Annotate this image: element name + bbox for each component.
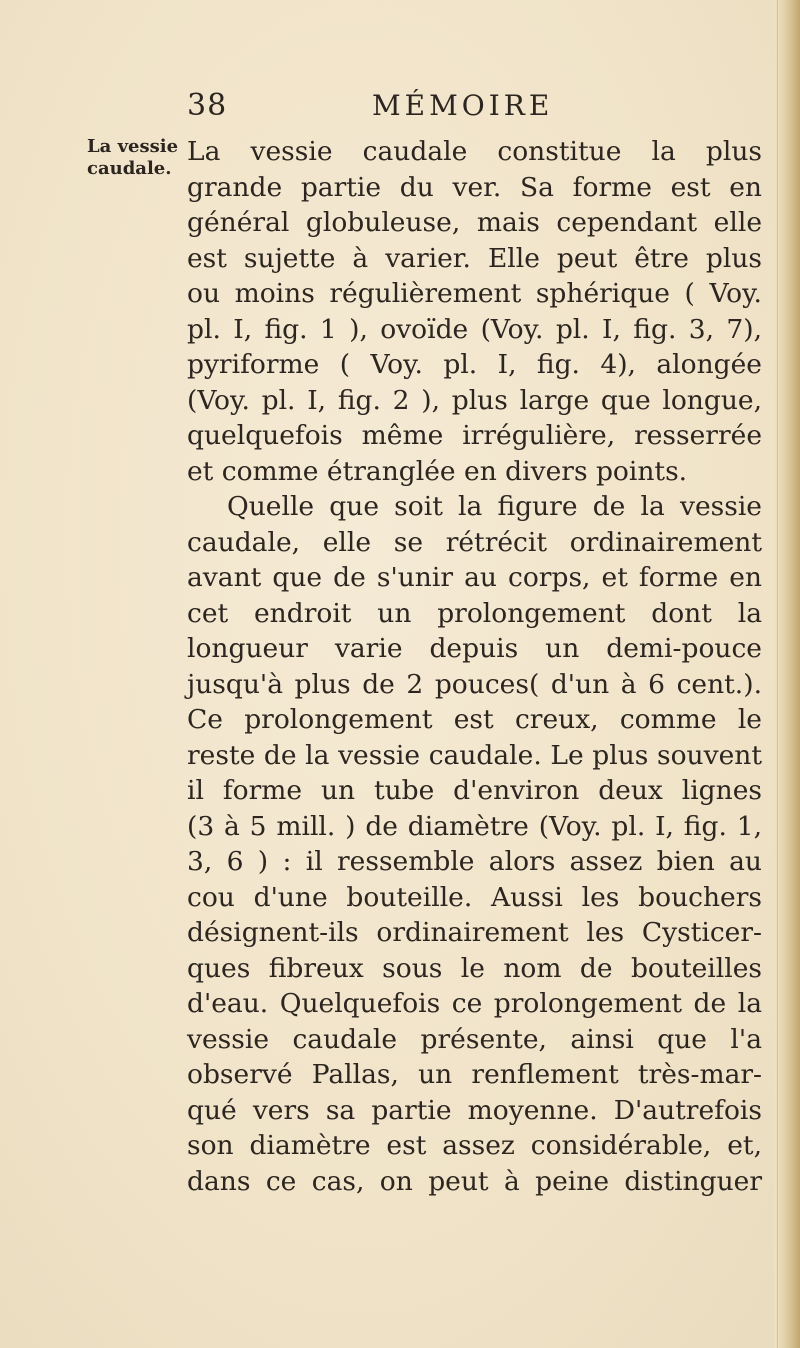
text-line: désignent-ils ordinairement les Cysticer- (187, 917, 762, 948)
body-text (187, 134, 762, 1199)
text-line: (3 à 5 mill. ) de diamètre (Voy. pl. I, fig. 1, (187, 810, 762, 842)
text-line: et comme étranglée en divers points. (187, 455, 688, 487)
text-line: 3, 6 ) : il ressemble alors assez bien au (187, 846, 762, 877)
text-line: jusqu'à plus de 2 pouces( d'un à 6 cent.). (187, 668, 762, 700)
text-line: Ce prolongement est creux, comme le (187, 704, 762, 735)
text-line: Quelle que soit la figure de la vessie (227, 491, 762, 522)
text-line: reste de la vessie caudale. Le plus souvent (187, 739, 762, 771)
page-header (0, 86, 800, 126)
text-line: pyriforme ( Voy. pl. I, fig. 4), alongée (187, 349, 762, 380)
text-line: La vessie caudale constitue la plus (187, 136, 762, 167)
text-line: avant que de s'unir au corps, et forme en (187, 562, 762, 593)
text-line: son diamètre est assez considérable, et, (187, 1130, 762, 1161)
text-line: qué vers sa partie moyenne. D'autrefois (187, 1094, 762, 1126)
page-number: 38 (187, 88, 228, 123)
text-line: pl. I, fig. 1 ), ovoïde (Voy. pl. I, fig. 3, 7), (187, 313, 762, 345)
text-line: ou moins régulièrement sphérique ( Voy. (187, 278, 762, 309)
text-line: ques fibreux sous le nom de bouteilles (187, 952, 762, 984)
text-line: quelquefois même irrégulière, resserrée (187, 420, 762, 451)
text-line: cou d'une bouteille. Aussi les bouchers (187, 881, 762, 913)
text-line: observé Pallas, un renflement très-mar- (187, 1059, 762, 1090)
text-line: caudale, elle se rétrécit ordinairement (187, 526, 762, 558)
text-line: il forme un tube d'environ deux lignes (187, 775, 762, 806)
margin-note-line: caudale. (87, 158, 172, 179)
text-line: est sujette à varier. Elle peut être plus (187, 242, 762, 274)
text-line: (Voy. pl. I, fig. 2 ), plus large que longue, (187, 384, 762, 416)
text-line: dans ce cas, on peut à peine distinguer (187, 1165, 762, 1197)
margin-note (87, 136, 181, 180)
text-line: d'eau. Quelquefois ce prolongement de la (187, 988, 762, 1019)
page-fold-line (777, 0, 778, 1348)
margin-note-line: La vessie (87, 136, 179, 157)
running-head: MÉMOIRE (372, 89, 554, 122)
text-line: général globuleuse, mais cependant elle (187, 207, 762, 238)
text-line: grande partie du ver. Sa forme est en (187, 171, 762, 203)
text-line: longueur varie depuis un demi-pouce (187, 633, 762, 664)
text-line: vessie caudale présente, ainsi que l'a (187, 1023, 762, 1055)
text-line: cet endroit un prolongement dont la (187, 597, 762, 629)
